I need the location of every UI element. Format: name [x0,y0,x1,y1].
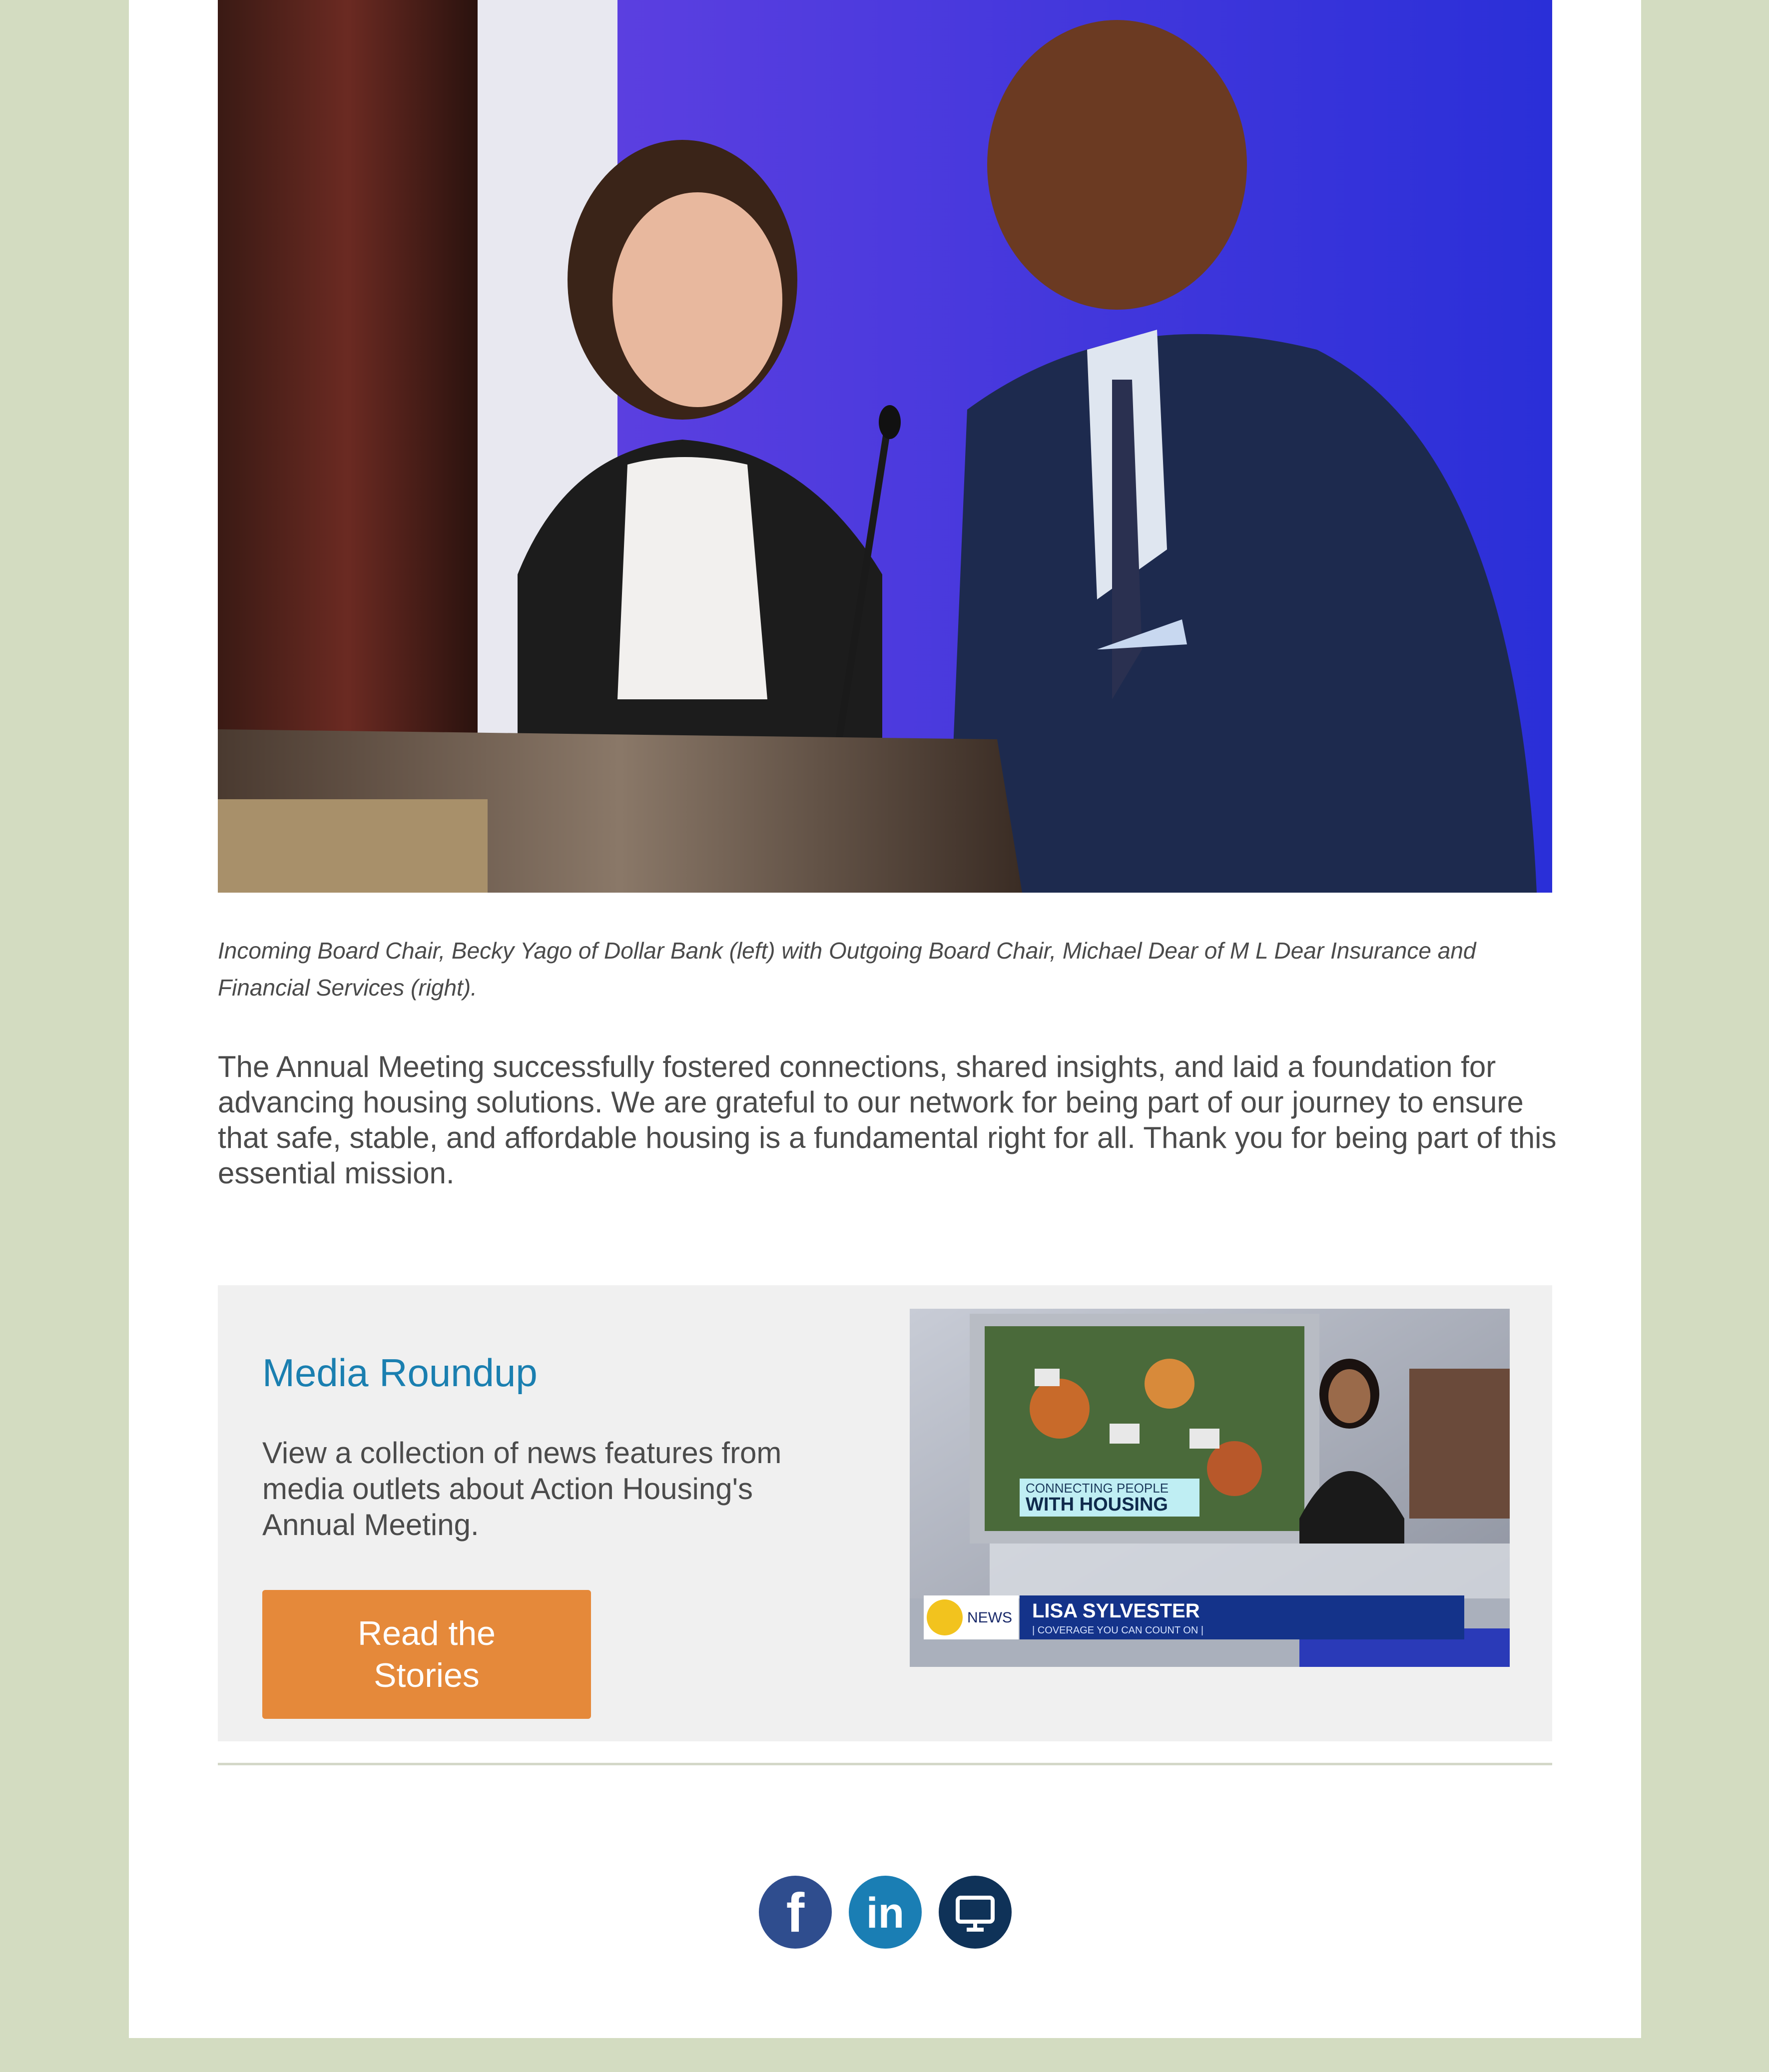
thumbnail-headline-small: CONNECTING PEOPLE [1026,1481,1169,1496]
svg-text:in: in [866,1889,905,1937]
body-paragraph: The Annual Meeting successfully fostered connections, shared insights, and laid a foundation for advancing housing solutions. We are grateful to our network for being part of our journey to ensure that safe, stable, and affordable housing is a fundamental right for all. Thank you for being part of this essential mission. [218,1050,1557,1190]
news-thumbnail[interactable] [910,1309,1510,1667]
thumbnail-headline-big: WITH HOUSING [1026,1494,1168,1515]
facebook-icon[interactable] [759,1876,832,1949]
media-roundup-description: View a collection of news features from media outlets about Action Housing's Annual Meeting. [262,1436,782,1542]
thumbnail-station: NEWS [967,1609,1012,1626]
svg-text:f: f [786,1882,805,1944]
linkedin-icon[interactable] [849,1876,922,1949]
website-icon[interactable] [939,1876,1012,1949]
read-stories-button[interactable] [262,1590,591,1719]
photo-caption: Incoming Board Chair, Becky Yago of Dollar Bank (left) with Outgoing Board Chair, Michael Dear of M L Dear Insurance and Financial Services (right). [218,938,1476,1001]
social-links [759,1876,1012,1949]
thumbnail-anchor-name: LISA SYLVESTER [1032,1600,1200,1622]
hero-photo [218,0,1552,893]
read-stories-button-label: Read the Stories [358,1614,496,1694]
media-roundup-title: Media Roundup [262,1351,538,1395]
email-card [129,0,1641,2038]
thumbnail-tagline: | COVERAGE YOU CAN COUNT ON | [1032,1625,1204,1636]
section-divider [218,1763,1552,1765]
media-roundup-section [218,1285,1552,1741]
